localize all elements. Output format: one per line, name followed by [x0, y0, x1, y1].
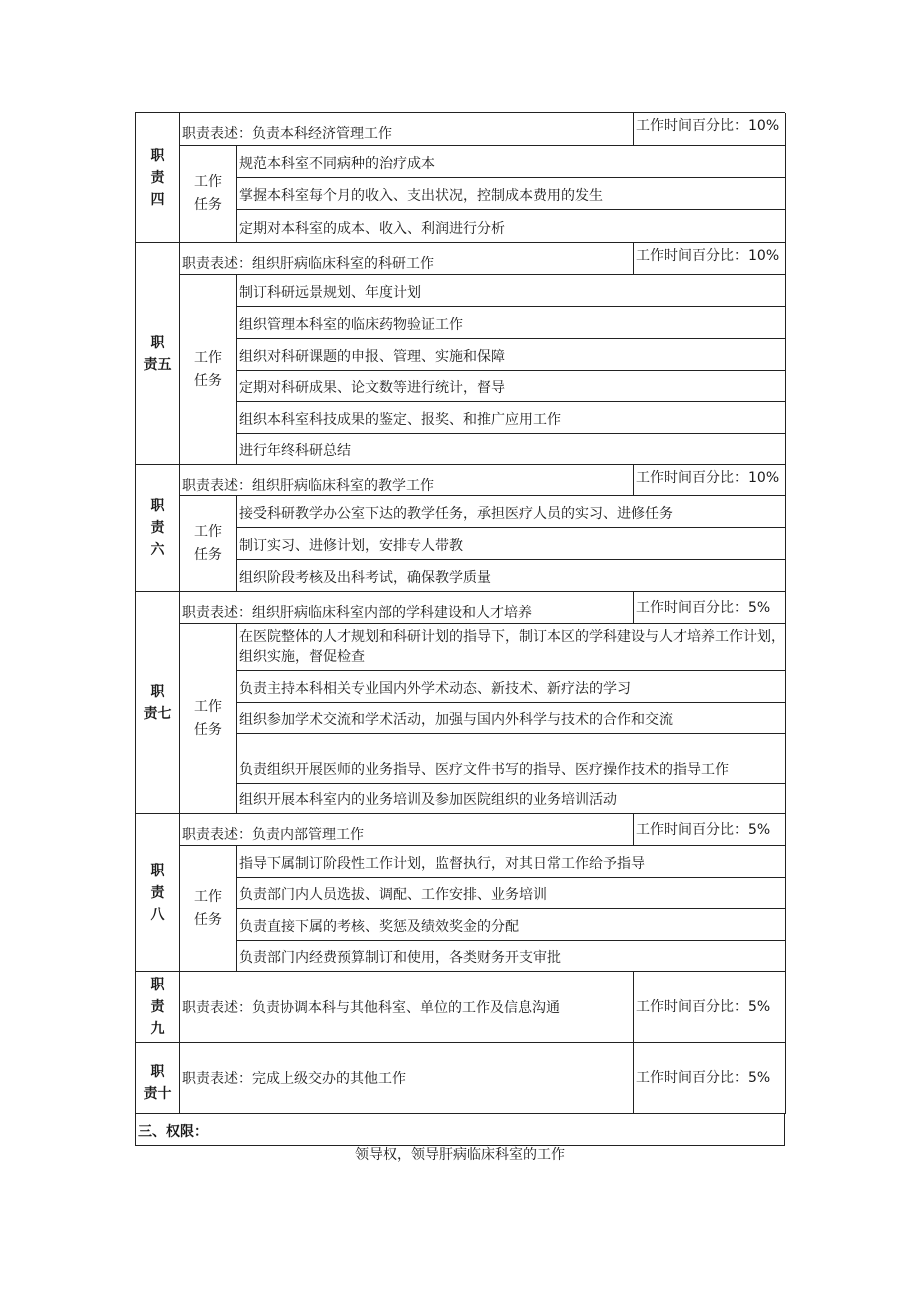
work-tasks-label: 工作任务 [180, 496, 237, 592]
task-item: 定期对科研成果、论文数等进行统计，督导 [237, 371, 786, 402]
task-item: 指导下属制订阶段性工作计划，监督执行，对其日常工作给予指导 [237, 846, 786, 878]
work-tasks-label: 工作任务 [180, 146, 237, 243]
duty-heading: 职 责 六 [136, 465, 180, 592]
task-item: 定期对本科室的成本、收入、利润进行分析 [237, 210, 786, 243]
work-tasks-label: 工作任务 [180, 624, 237, 814]
duty-block-8 [135, 814, 785, 972]
work-tasks-label: 工作任务 [180, 846, 237, 972]
time-percent: 工作时间百分比：5% [634, 814, 786, 846]
work-tasks-label: 工作任务 [180, 275, 237, 465]
task-item: 组织阶段考核及出科考试，确保教学质量 [237, 560, 786, 592]
task-item: 负责部门内经费预算制订和使用，各类财务开支审批 [237, 941, 786, 972]
task-item: 组织本科室科技成果的鉴定、报奖、和推广应用工作 [237, 402, 786, 434]
duty-summary: 职责表述：完成上级交办的其他工作 [180, 1043, 634, 1114]
time-percent: 工作时间百分比：5% [634, 592, 786, 624]
task-item: 组织管理本科室的临床药物验证工作 [237, 307, 786, 339]
duty-table [135, 112, 785, 1146]
duty-block-9 [135, 972, 785, 1043]
time-percent: 工作时间百分比：10% [634, 113, 786, 146]
task-item: 负责部门内人员选拔、调配、工作安排、业务培训 [237, 878, 786, 909]
task-item: 规范本科室不同病种的治疗成本 [237, 146, 786, 178]
task-item: 进行年终科研总结 [237, 434, 786, 465]
duty-heading: 职 责 四 [136, 113, 180, 243]
task-item: 负责主持本科相关专业国内外学术动态、新技术、新疗法的学习 [237, 671, 786, 703]
duty-heading: 职 责 八 [136, 814, 180, 972]
task-item: 组织开展本科室内的业务培训及参加医院组织的业务培训活动 [237, 784, 786, 814]
duty-heading: 职 责十 [136, 1043, 180, 1114]
duty-block-4 [135, 112, 785, 243]
duty-summary: 职责表述：负责内部管理工作 [180, 814, 634, 846]
duty-block-10 [135, 1043, 785, 1114]
duty-summary: 职责表述：组织肝病临床科室的教学工作 [180, 465, 634, 496]
task-item: 负责组织开展医师的业务指导、医疗文件书写的指导、医疗操作技术的指导工作 [237, 734, 786, 784]
duty-heading: 职 责七 [136, 592, 180, 814]
powers-heading: 三、权限： [135, 1114, 785, 1146]
task-item: 掌握本科室每个月的收入、支出状况，控制成本费用的发生 [237, 178, 786, 210]
task-item: 制订科研远景规划、年度计划 [237, 275, 786, 307]
duty-summary: 职责表述：负责本科经济管理工作 [180, 113, 634, 146]
duty-block-5 [135, 243, 785, 465]
duty-summary: 职责表述：组织肝病临床科室内部的学科建设和人才培养 [180, 592, 634, 624]
time-percent: 工作时间百分比：10% [634, 243, 786, 275]
power-item: 领导权，领导肝病临床科室的工作 [355, 1147, 565, 1163]
time-percent: 工作时间百分比：5% [634, 972, 786, 1043]
duty-heading: 职 责五 [136, 243, 180, 465]
task-item: 在医院整体的人才规划和科研计划的指导下，制订本区的学科建设与人才培养工作计划，组织实施，督促检查 [237, 624, 786, 671]
duty-summary: 职责表述：负责协调本科与其他科室、单位的工作及信息沟通 [180, 972, 634, 1043]
task-item: 组织对科研课题的申报、管理、实施和保障 [237, 339, 786, 371]
task-item: 负责直接下属的考核、奖惩及绩效奖金的分配 [237, 909, 786, 941]
duty-summary: 职责表述：组织肝病临床科室的科研工作 [180, 243, 634, 275]
duty-block-7 [135, 592, 785, 814]
task-item: 组织参加学术交流和学术活动，加强与国内外科学与技术的合作和交流 [237, 703, 786, 734]
time-percent: 工作时间百分比：5% [634, 1043, 786, 1114]
duty-block-6 [135, 465, 785, 592]
task-item: 制订实习、进修计划，安排专人带教 [237, 528, 786, 560]
duty-heading: 职 责 九 [136, 972, 180, 1043]
time-percent: 工作时间百分比：10% [634, 465, 786, 496]
task-item: 接受科研教学办公室下达的教学任务，承担医疗人员的实习、进修任务 [237, 496, 786, 528]
